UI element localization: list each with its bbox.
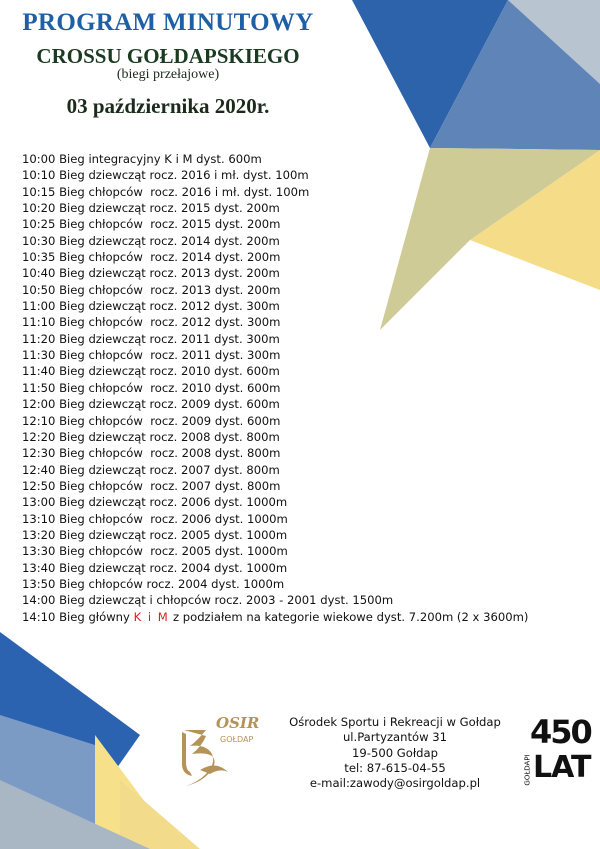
page-title: PROGRAM MINUTOWY bbox=[22, 9, 314, 36]
schedule-item: 14:00 Bieg dziewcząt i chłopców rocz. 2003 - 2001 dyst. 1500m bbox=[22, 593, 394, 608]
schedule-item: 11:50 Bieg chłopców rocz. 2010 dyst. 600m bbox=[22, 380, 281, 395]
event-name: CROSSU GOŁDAPSKIEGO bbox=[36, 44, 300, 68]
osir-logo bbox=[176, 712, 260, 798]
badge-word: LAT bbox=[533, 750, 591, 785]
schedule-item: 12:40 Bieg dziewcząt rocz. 2007 dyst. 800m bbox=[22, 462, 280, 477]
schedule-item: 13:50 Bieg chłopców rocz. 2004 dyst. 1000m bbox=[22, 576, 285, 591]
logo-text-bottom: GOŁDAP bbox=[220, 735, 254, 744]
schedule-item: 11:00 Bieg dziewcząt rocz. 2012 dyst. 300m bbox=[22, 299, 280, 314]
schedule-item-main-race: 14:10 Bieg główny K i M z podziałem na kategorie wiekowe dyst. 7.200m (2 x 3600m) bbox=[22, 609, 529, 624]
schedule-item: 13:00 Bieg dziewcząt rocz. 2006 dyst. 1000m bbox=[22, 495, 288, 510]
schedule-item: 10:30 Bieg dziewcząt rocz. 2014 dyst. 200m bbox=[22, 233, 280, 248]
event-subtitle: (biegi przełajowe) bbox=[116, 67, 220, 82]
event-date: 03 października 2020r. bbox=[66, 94, 270, 118]
schedule-item: 13:20 Bieg dziewcząt rocz. 2005 dyst. 1000m bbox=[22, 527, 288, 542]
schedule-item: 10:25 Bieg chłopców rocz. 2015 dyst. 200m bbox=[22, 217, 281, 232]
schedule-item: 12:20 Bieg dziewcząt rocz. 2008 dyst. 800m bbox=[22, 429, 280, 444]
schedule-item: 10:15 Bieg chłopców rocz. 2016 i mł. dyst. 100m bbox=[22, 184, 310, 199]
schedule-item: 13:40 Bieg dziewcząt rocz. 2004 dyst. 1000m bbox=[22, 560, 288, 575]
badge-number: 450 bbox=[530, 713, 591, 751]
schedule-item: 10:10 Bieg dziewcząt rocz. 2016 i mł. dyst. 100m bbox=[22, 168, 309, 183]
schedule-item: 11:20 Bieg dziewcząt rocz. 2011 dyst. 300m bbox=[22, 331, 280, 346]
highlight-label: K i M bbox=[133, 609, 170, 624]
schedule-item: 10:20 Bieg dziewcząt rocz. 2015 dyst. 200m bbox=[22, 201, 280, 216]
schedule-item: 12:00 Bieg dziewcząt rocz. 2009 dyst. 600m bbox=[22, 397, 280, 412]
schedule-item: 13:10 Bieg chłopców rocz. 2006 dyst. 1000m bbox=[22, 511, 288, 526]
schedule-item: 12:10 Bieg chłopców rocz. 2009 dyst. 600m bbox=[22, 413, 281, 428]
anniversary-badge bbox=[518, 713, 591, 794]
schedule-item: 10:50 Bieg chłopców rocz. 2013 dyst. 200m bbox=[22, 282, 281, 297]
schedule-list bbox=[22, 151, 528, 625]
badge-city: GOŁDAPI bbox=[523, 754, 532, 786]
phone: tel: 87-615-04-55 bbox=[344, 760, 446, 775]
logo-text-top: OSIR bbox=[216, 714, 260, 732]
schedule-item: 13:30 Bieg chłopców rocz. 2005 dyst. 1000m bbox=[22, 544, 288, 559]
email: e-mail:zawody@osirgoldap.pl bbox=[309, 776, 481, 791]
schedule-item: 12:30 Bieg chłopców rocz. 2008 dyst. 800m bbox=[22, 446, 281, 461]
schedule-item: 10:00 Bieg integracyjny K i M dyst. 600m bbox=[22, 152, 262, 166]
organization-name: Ośrodek Sportu i Rekreacji w Gołdap bbox=[289, 715, 501, 729]
schedule-item: 11:10 Bieg chłopców rocz. 2012 dyst. 300m bbox=[22, 315, 281, 330]
schedule-item: 10:35 Bieg chłopców rocz. 2014 dyst. 200m bbox=[22, 250, 281, 265]
address-city: 19-500 Gołdap bbox=[352, 745, 438, 760]
contact-block bbox=[272, 715, 518, 791]
logo-swoosh-icon bbox=[184, 730, 215, 786]
schedule-item: 12:50 Bieg chłopców rocz. 2007 dyst. 800m bbox=[22, 478, 281, 493]
schedule-item: 11:30 Bieg chłopców rocz. 2011 dyst. 300m bbox=[22, 348, 281, 363]
schedule-item: 11:40 Bieg dziewcząt rocz. 2010 dyst. 600m bbox=[22, 364, 280, 379]
address-street: ul.Partyzantów 31 bbox=[342, 730, 448, 745]
schedule-item: 10:40 Bieg dziewcząt rocz. 2013 dyst. 200m bbox=[22, 266, 280, 281]
